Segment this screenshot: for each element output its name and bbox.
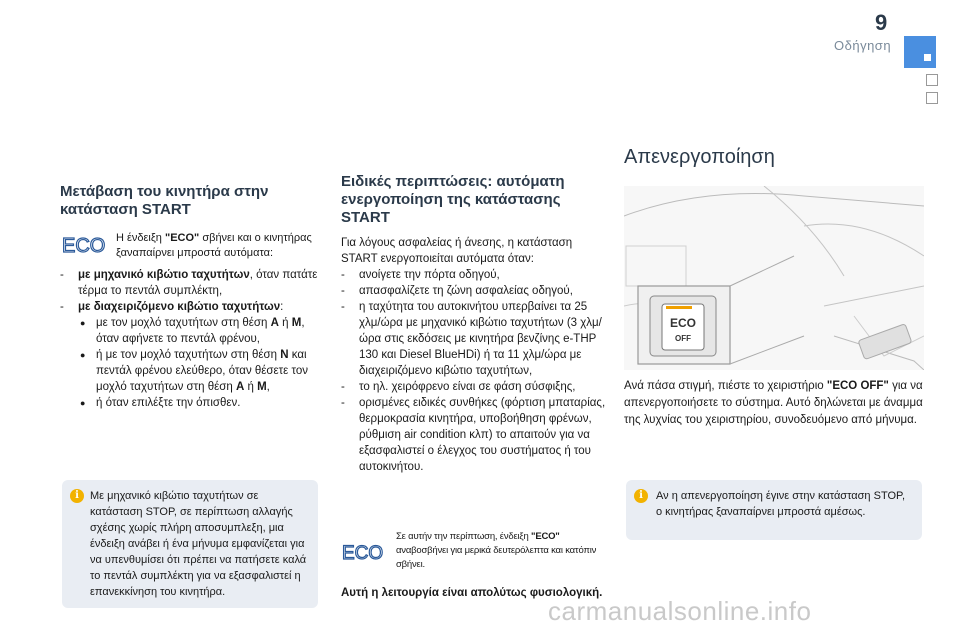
chapter-tab[interactable] [926, 74, 938, 86]
eco-indicator-row [60, 231, 320, 261]
list-item: ● ή όταν επιλέξτε την όπισθεν. [78, 395, 320, 411]
section-name: Οδήγηση [834, 38, 892, 53]
info-icon: i [70, 489, 84, 503]
special-cases-list [341, 267, 611, 475]
eco-icon [340, 541, 386, 563]
eco-flash-note: ECO Σε αυτήν την περίπτωση, ένδειξη "ECO" αναβοσβήνει για μερικά δευτερόλεπτα και κατόπιν σβήνει. [342, 531, 597, 570]
list-item: - απασφαλίζετε τη ζώνη ασφαλείας οδηγού, [341, 283, 611, 299]
restart-conditions-list [60, 267, 320, 411]
start-section-title: Μετάβαση του κινητήρα στην κατάσταση START [60, 183, 269, 218]
special-cases-title: Ειδικές περιπτώσεις: αυτόματη ενεργοποίηση της κατάστασης START [341, 173, 565, 226]
svg-text:ECO: ECO [342, 543, 384, 563]
list-item: ● ή με τον μοχλό ταχυτήτων στη θέση N και πεντάλ φρένου ελεύθερο, όταν θέσετε τον μοχλό ταχυτήτων στη θέση A ή M, [78, 347, 320, 395]
svg-text:ECO: ECO [62, 235, 106, 257]
eco-icon [60, 233, 106, 257]
watermark: carmanualsonline.info [548, 596, 812, 626]
chapter-tab[interactable] [926, 92, 938, 104]
eco-indicator-text: Η ένδειξη "ECO" σβήνει και ο κινητήρας ξαναπαίρνει μπροστά αυτόματα: [116, 232, 312, 259]
chapter-tab-active[interactable] [904, 36, 936, 68]
list-item: - με διαχειριζόμενο κιβώτιο ταχυτήτων: ● με τον μοχλό ταχυτήτων στη θέση A ή M, όταν αφήνετε το πεντάλ φρένου, ● ή με τον μοχλό ταχυτήτων στη θέση N και πεντάλ φρένου ελεύθερο, όταν θέσετε τον μοχλό ταχυτήτων στη θέση A ή M, ● ή όταν επιλέξτε την όπισθεν. [60, 299, 320, 411]
info-note-deactivation: i Αν η απενεργοποίηση έγινε στην κατάσταση STOP, ο κινητήρας ξαναπαίρνει μπροστά αμέσως. [626, 480, 922, 540]
eco-off-button-label-bottom: OFF [675, 334, 691, 343]
eco-off-button-label-top: ECO [669, 316, 697, 330]
list-item: - η ταχύτητα του αυτοκινήτου υπερβαίνει τα 25 χλμ/ώρα με μηχανικό κιβώτιο ταχυτήτων (3 χλμ/ώρα στις εκδόσεις με κινητήρα βενζίνης e-THP 130 και Diesel BlueHDi) ή τα 11 χλμ/ώρα με διαχειριζόμενο κιβώτιο ταχυτήτων, [341, 299, 611, 379]
special-cases-intro: Για λόγους ασφαλείας ή άνεσης, η κατάσταση START ενεργοποιείται αυτόματα όταν: [341, 237, 573, 265]
info-icon: i [634, 489, 648, 503]
list-item: - με μηχανικό κιβώτιο ταχυτήτων, όταν πατάτε τέρμα το πεντάλ συμπλέκτη, [60, 267, 320, 299]
list-item: - ανοίγετε την πόρτα οδηγού, [341, 267, 611, 283]
info-note-manual-gearbox: i Με μηχανικό κιβώτιο ταχυτήτων σε κατάσταση STOP, σε περίπτωση αλλαγής σχέσης χωρίς πλήρη αποσυμπλεξη, μια ένδειξη ανάβει ή ένα μήνυμα εμφανίζεται για να υπενθυμίσει ότι πρέπει να πατήσετε καλά το πεντάλ συμπλέκτη για να εξασφαλιστεί η επανεκκίνηση του κινητήρα. [62, 480, 318, 608]
list-item: - ορισμένες ειδικές συνθήκες (φόρτιση μπαταρίας, θερμοκρασία κινητήρα, υποβοήθηση φρένων, ρύθμιση air condition κλπ) το απαιτούν για να εξασφαλιστεί ο έλεγχος του συστήματος ή του αυτοκινήτου. [341, 395, 611, 475]
sub-list [78, 315, 320, 411]
dashboard-illustration [624, 186, 924, 370]
deactivation-text: Ανά πάσα στιγμή, πιέστε το χειριστήριο "ECO OFF" για να απενεργοποιήσετε το σύστημα. Αυτό δηλώνεται με άναμμα της λυχνίας του χειριστηρίου, συνοδευόμενο από μήνυμα. [624, 380, 923, 426]
list-item: - το ηλ. χειρόφρενο είναι σε φάση σύσφιξης, [341, 379, 611, 395]
dashboard-drawing [624, 186, 924, 370]
list-item: ● με τον μοχλό ταχυτήτων στη θέση A ή M, όταν αφήνετε το πεντάλ φρένου, [78, 315, 320, 347]
start-section [60, 183, 320, 411]
normal-operation-note: Αυτή η λειτουργία είναι απολύτως φυσιολογική. [341, 587, 603, 599]
tab-marker [924, 54, 931, 61]
deactivation-title: Απενεργοποίηση [624, 146, 775, 168]
page-number: 9 [875, 10, 888, 35]
special-cases-section [341, 173, 611, 475]
deactivation-section [624, 145, 924, 169]
